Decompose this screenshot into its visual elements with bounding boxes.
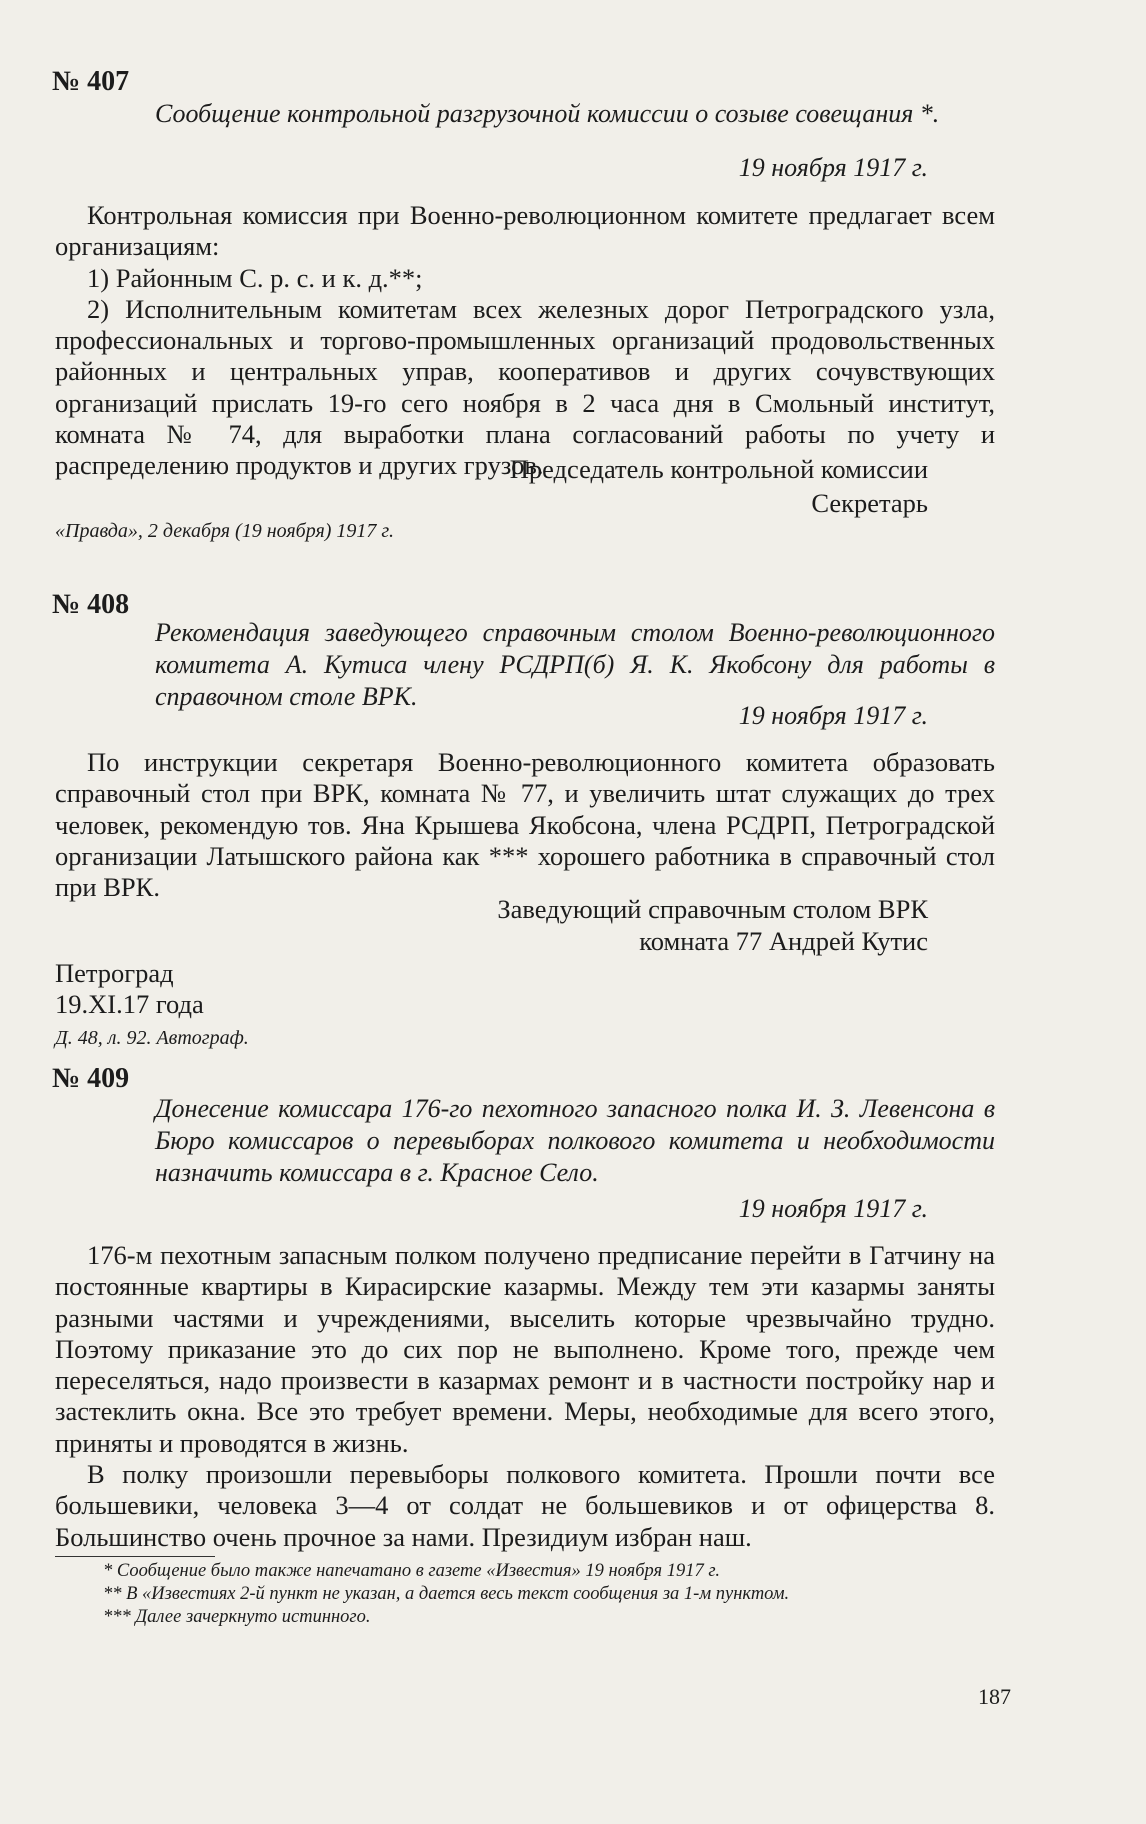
doc-title-408: Рекомендация заведующего справочным столом Военно-революционного комитета А. Кутиса члену РСДРП(б) Я. К. Якобсону для работы в справочном столе ВРК. <box>155 618 995 711</box>
footnotes <box>55 1560 1005 1629</box>
signature-secretary: Секретарь <box>811 488 928 518</box>
source-note-408: Д. 48, л. 92. Автограф. <box>55 1027 249 1049</box>
footnote: ** В «Известиях 2-й пункт не указан, а дается весь текст сообщения за 1-м пунктом. <box>103 1584 790 1604</box>
paragraph: 1) Районным С. р. с. и к. д.**; <box>87 262 423 293</box>
signature-name: комната 77 Андрей Кутис <box>639 926 928 956</box>
signature-head: Заведующий справочным столом ВРК <box>497 894 928 924</box>
doc-date-407: 19 ноября 1917 г. <box>738 153 928 182</box>
paragraph: По инструкции секретаря Военно-революционного комитета образовать справочный стол при ВРК, комната № 77, и увеличить штат служащих до трех человек, рекомендую тов. Яна Крышева Якобсона, члена РСДРП, Петроградской организации Латышского района как *** хорошего работника в справочный стол при ВРК. <box>55 747 995 903</box>
doc-date-408: 19 ноября 1917 г. <box>738 701 928 730</box>
doc-number-407: № 407 <box>52 66 130 97</box>
doc-number-409: № 409 <box>52 1063 130 1094</box>
doc-title-409: Донесение комиссара 176-го пехотного запасного полка И. З. Левенсона в Бюро комиссаров о перевыборах полкового комитета и необходимости назначить комиссара в г. Красное Село. <box>155 1094 995 1187</box>
paragraph: В полку произошли перевыборы полкового комитета. Прошли почти все большевики, человека 3—4 от солдат не большевиков и от офицерства 8. Большинство очень прочное за нами. Президиум избран наш. <box>55 1459 995 1552</box>
footnote-divider <box>55 1556 215 1557</box>
doc-number-408: № 408 <box>52 589 130 620</box>
place: Петроград <box>55 958 174 988</box>
doc-date-409: 19 ноября 1917 г. <box>738 1194 928 1223</box>
place-date: 19.XI.17 года <box>55 989 204 1019</box>
page-number: 187 <box>978 1684 1011 1709</box>
source-note-407: «Правда», 2 декабря (19 ноября) 1917 г. <box>55 520 394 542</box>
doc-title-407: Сообщение контрольной разгрузочной комиссии о созыве совещания *. <box>155 99 940 128</box>
paragraph: 2) Исполнительным комитетам всех железных дорог Петроградского узла, профессиональных и торгово-промышленных организаций продовольственных районных и центральных управ, кооперативов и других сочувствующих организаций прислать 19-го сего ноября в 2 часа дня в Смольный институт, комната № 74, для выработки плана согласований работы по учету и распределению продуктов и других грузов. <box>55 293 995 481</box>
footnote: * Сообщение было также напечатано в газете «Известия» 19 ноября 1917 г. <box>103 1561 720 1581</box>
paragraph: 176-м пехотным запасным полком получено предписание перейти в Гатчину на постоянные квартиры в Кирасирские казармы. Между тем эти казармы заняты разными частями и учреждениями, выселить которые чрезвычайно трудно. Поэтому приказание это до сих пор не выполнено. Кроме того, прежде чем переселяться, надо произвести в казармах ремонт и в частности постройку нар и застеклить окна. Все это требует времени. Меры, необходимые для всего этого, приняты и проводятся в жизнь. <box>55 1240 995 1458</box>
doc-body-407 <box>55 200 995 482</box>
paragraph: Контрольная комиссия при Военно-революционном комитете предлагает всем организациям: <box>55 200 995 262</box>
doc-body-408 <box>55 747 995 903</box>
doc-body-409 <box>55 1240 995 1553</box>
footnote: *** Далее зачеркнуто истинного. <box>103 1607 371 1627</box>
signature-chair: Председатель контрольной комиссии <box>509 454 928 484</box>
